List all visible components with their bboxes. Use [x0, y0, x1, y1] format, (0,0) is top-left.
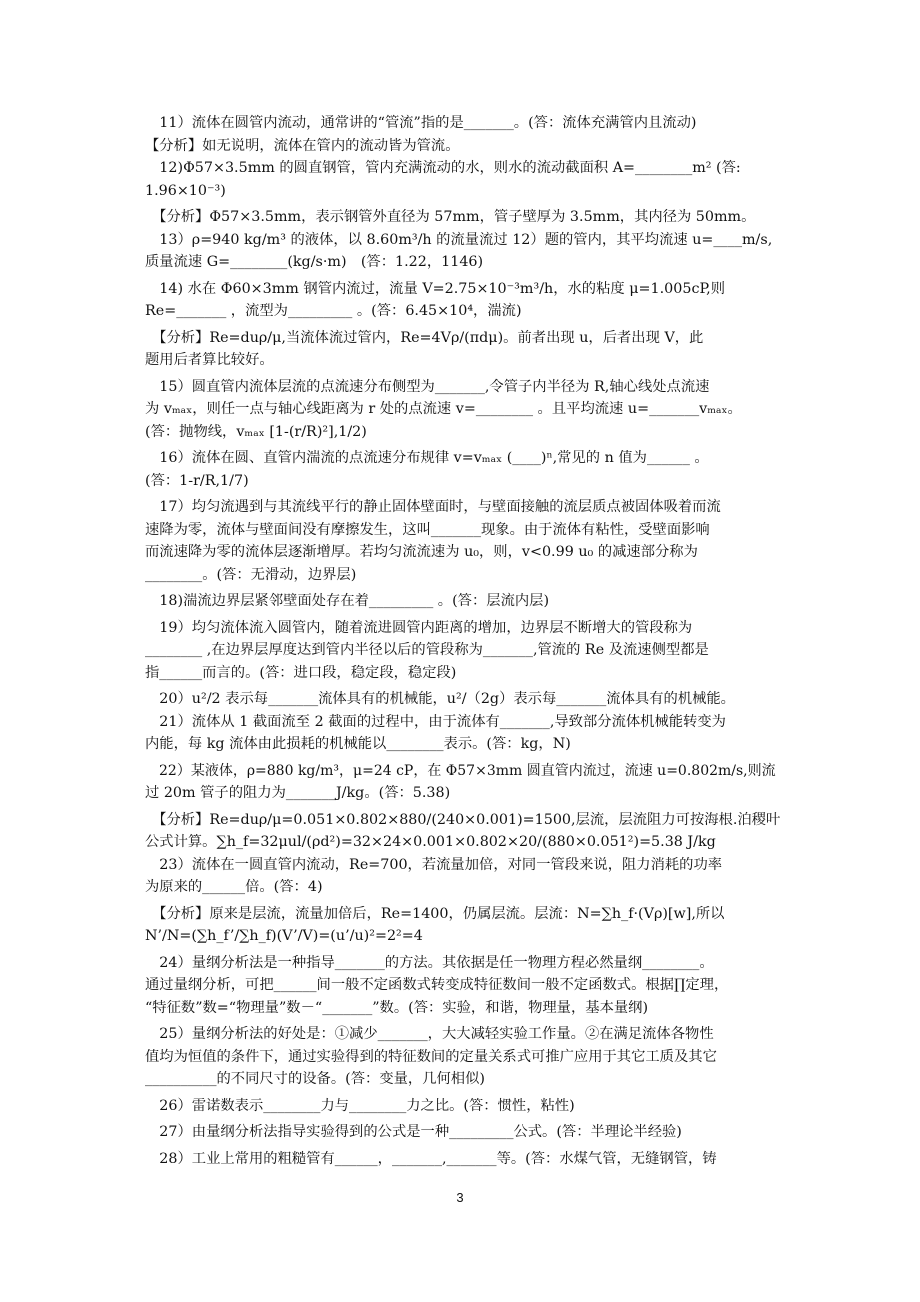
text-line: 速降为零，流体与壁面间没有摩擦发生，这叫_______现象。由于流体有粘性，受壁面影响	[145, 521, 710, 538]
text-line: 16）流体在圆、直管内湍流的点流速分布规律 v=vₘₐₓ (____)ⁿ,常见的 n 值为______ 。	[145, 450, 709, 466]
text-line: 21）流体从 1 截面流至 2 截面的过程中，由于流体有_______,导致部分流体机械能转变为	[145, 713, 726, 730]
text-line: (答：抛物线，vₘₐₓ [1-(r/R)²],1/2)	[145, 423, 367, 440]
text-line: 26）雷诺数表示________力与________力之比。(答：惯性，粘性)	[145, 1097, 575, 1114]
text-line: ________ ,在边界层厚度达到管内半径以后的管段称为_______,管流的 Re 及流速侧型都是	[145, 642, 709, 658]
text-line: “特征数”数=“物理量”数－“_______”数。(答：实验，和谐，物理量，基本量纲)	[145, 999, 649, 1016]
page-number: 3	[456, 1190, 464, 1205]
text-line: 为 vₘₐₓ，则任一点与轴心线距离为 r 处的点流速 v=________ 。且平均流速 u=_______vₘₐₓ。	[145, 401, 742, 417]
text-line: 25）量纲分析法的好处是：①减少_______，大大减轻实验工作量。②在满足流体各物性	[145, 1026, 714, 1042]
text-line: 【分析】Φ57×3.5mm，表示钢管外直径为 57mm，管子壁厚为 3.5mm，其内径为 50mm。	[145, 209, 756, 225]
text-line: 值均为恒值的条件下，通过实验得到的特征数间的定量关系式可推广应用于其它工质及其它	[145, 1048, 717, 1065]
text-line: ________。(答：无滑动，边界层)	[145, 566, 357, 583]
text-line: 内能，每 kg 流体由此损耗的机械能以________表示。(答：kg，N)	[145, 736, 571, 752]
text-line: 为原来的______倍。(答：4)	[145, 879, 323, 895]
text-line: 28）工业上常用的粗糙管有______，_______,_______等。(答：水煤气管，无缝钢管，铸	[145, 1150, 717, 1167]
text-line: 过 20m 管子的阻力为_______J/kg。(答：5.38)	[145, 785, 451, 801]
text-line: 质量流速 G=________(kg/s·m) (答：1.22，1146)	[145, 254, 484, 270]
text-line: 公式计算。∑h_f=32μul/(ρd²)=32×24×0.001×0.802×20/(880×0.051²)=5.38 J/kg	[145, 834, 716, 850]
text-line: 24）量纲分析法是一种指导_______的方法。其依据是任一物理方程必然量纲________。	[145, 954, 714, 971]
text-line: 13）ρ=940 kg/m³ 的液体，以 8.60m³/h 的流量流过 12）题的管内，其平均流速 u=____m/s,	[145, 231, 773, 248]
text-line: 15）圆直管内流体层流的点流速分布侧型为_______,令管子内半径为 R,轴心线处点流速	[145, 378, 710, 395]
text-line: 而流速降为零的流体层逐渐增厚。若均匀流流速为 u₀，则，v<0.99 u₀ 的减速部分称为	[145, 544, 698, 560]
text-line: 23）流体在一圆直管内流动，Re=700，若流量加倍，对同一管段来说，阻力消耗的功率	[145, 856, 723, 873]
text-line: 【分析】Re=duρ/μ,当流体流过管内，Re=4Vρ/(πdμ)。前者出现 u，后者出现 V，此	[145, 329, 704, 346]
text-line: 指______而言的。(答：进口段，稳定段，稳定段)	[145, 664, 457, 681]
text-line: Re=_______ ，流型为_________ 。(答：6.45×10⁴，湍流)	[145, 303, 522, 319]
text-line: 11）流体在圆管内流动，通常讲的“管流”指的是_______。(答：流体充满管内且流动)	[145, 115, 697, 131]
text-line: (答：1-r/R,1/7)	[145, 472, 249, 489]
text-line: 1.96×10⁻³)	[145, 182, 226, 199]
text-line: 17）均匀流遇到与其流线平行的静止固体壁面时，与壁面接触的流层质点被固体吸着而流	[145, 499, 721, 515]
text-line: 14) 水在 Φ60×3mm 钢管内流过，流量 V=2.75×10⁻³m³/h，水的粘度 μ=1.005cP,则	[145, 280, 726, 297]
text-line: 22）某液体，ρ=880 kg/m³，μ=24 cP，在 Φ57×3mm 圆直管内流过，流速 u=0.802m/s,则流	[145, 762, 776, 779]
text-line: 题用后者算比较好。	[145, 352, 274, 368]
text-line: 【分析】如无说明，流体在管内的流动皆为管流。	[145, 137, 460, 154]
text-line: N’/N=(∑h_f’/∑h_f)(V’/V)=(u’/u)²=2²=4	[145, 928, 423, 944]
text-line: 通过量纲分析，可把______间一般不定函数式转变成特征数间一般不定函数式。根据∏定理，	[145, 977, 729, 993]
text-line: 20）u²/2 表示每_______流体具有的机械能，u²/（2g）表示每_______流体具有的机械能。	[145, 691, 735, 707]
text-line: 12)Φ57×3.5mm 的圆直钢管，管内充满流动的水，则水的流动截面积 A=________m² (答:	[145, 160, 741, 176]
document-body	[145, 112, 780, 1170]
text-line: 【分析】原来是层流，流量加倍后，Re=1400，仍属层流。层流：N=∑h_f·(Vρ)[w],所以	[145, 905, 725, 922]
text-line: 19）均匀流体流入圆管内，随着流进圆管内距离的增加，边界层不断增大的管段称为	[145, 619, 693, 636]
text-line: 18)湍流边界层紧邻壁面处存在着_________ 。(答：层流内层)	[145, 593, 550, 609]
text-line: 【分析】Re=duρ/μ=0.051×0.802×880/(240×0.001)=1500,层流，层流阻力可按海根.泊稷叶	[145, 811, 781, 828]
text-line: __________的不同尺寸的设备。(答：变量，几何相似)	[145, 1071, 485, 1087]
text-line: 27）由量纲分析法指导实验得到的公式是一种_________公式。(答：半理论半经验)	[145, 1124, 682, 1140]
